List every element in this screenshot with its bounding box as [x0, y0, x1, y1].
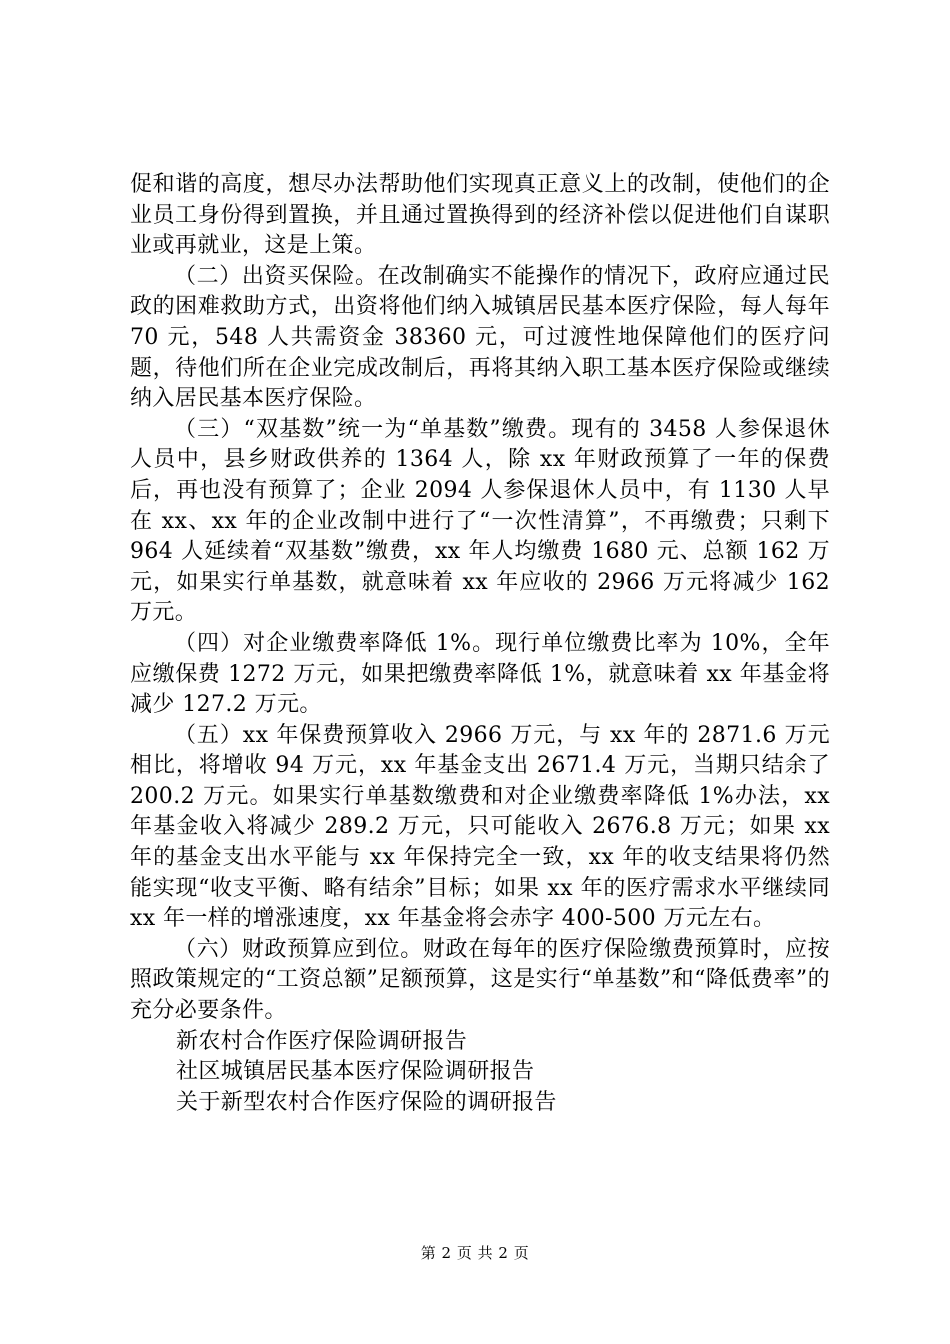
related-link-1[interactable]: 新农村合作医疗保险调研报告 [176, 1028, 468, 1054]
related-link-3[interactable]: 关于新型农村合作医疗保险的调研报告 [176, 1089, 557, 1115]
related-link-2[interactable]: 社区城镇居民基本医疗保险调研报告 [176, 1059, 535, 1085]
paragraph-section-4: （四）对企业缴费率降低 1%。现行单位缴费比率为 10%，全年应缴保费 1272 万元，如果把缴费率降低 1%，就意味着 xx 年基金将减少 127.2 万元。 [130, 630, 830, 718]
paragraph-section-5: （五）xx 年保费预算收入 2966 万元，与 xx 年的 2871.6 万元相比，将增收 94 万元，xx 年基金支出 2671.4 万元，当期只结余了 200.2 万元。如果实行单基数缴费和对企业缴费率降低 1%办法，xx 年基金收入将减少 289.2 万元，只可能收入 2676.8 万元；如果 xx 年的基金支出水平能与 xx 年保持完全一致，xx 年的收支结果将仍然能实现“收支平衡、略有结余”目标；如果 xx 年的医疗需求水平继续同 xx 年一样的增涨速度，xx 年基金将会赤字 400-500 万元左右。 [130, 722, 830, 932]
document-body [130, 170, 830, 1118]
paragraph-section-3: （三）“双基数”统一为“单基数”缴费。现有的 3458 人参保退休人员中，县乡财政供养的 1364 人，除 xx 年财政预算了一年的保费后，再也没有预算了；企业 2094 人参保退休人员中，有 1130 人早在 xx、xx 年的企业改制中进行了“一次性清算”，不再缴费；只剩下 964 人延续着“双基数”缴费，xx 年人均缴费 1680 元、总额 162 万元，如果实行单基数，就意味着 xx 年应收的 2966 万元将减少 162 万元。 [130, 416, 830, 626]
page-footer: 第 2 页 共 2 页 [420, 1244, 530, 1262]
related-links-list [130, 1027, 830, 1119]
paragraph-continuation: 促和谐的高度，想尽办法帮助他们实现真正意义上的改制，使他们的企业员工身份得到置换，并且通过置换得到的经济补偿以促进他们自谋职业或再就业，这是上策。 [130, 172, 830, 259]
paragraph-section-2: （二）出资买保险。在改制确实不能操作的情况下，政府应通过民政的困难救助方式，出资将他们纳入城镇居民基本医疗保险，每人每年 70 元，548 人共需资金 38360 元，可过渡性地保障他们的医疗问题，待他们所在企业完成改制后，再将其纳入职工基本医疗保险或继续纳入居民基本医疗保险。 [130, 263, 830, 412]
paragraph-section-6: （六）财政预算应到位。财政在每年的医疗保险缴费预算时，应按照政策规定的“工资总额”足额预算，这是实行“单基数”和“降低费率”的充分必要条件。 [130, 936, 830, 1024]
